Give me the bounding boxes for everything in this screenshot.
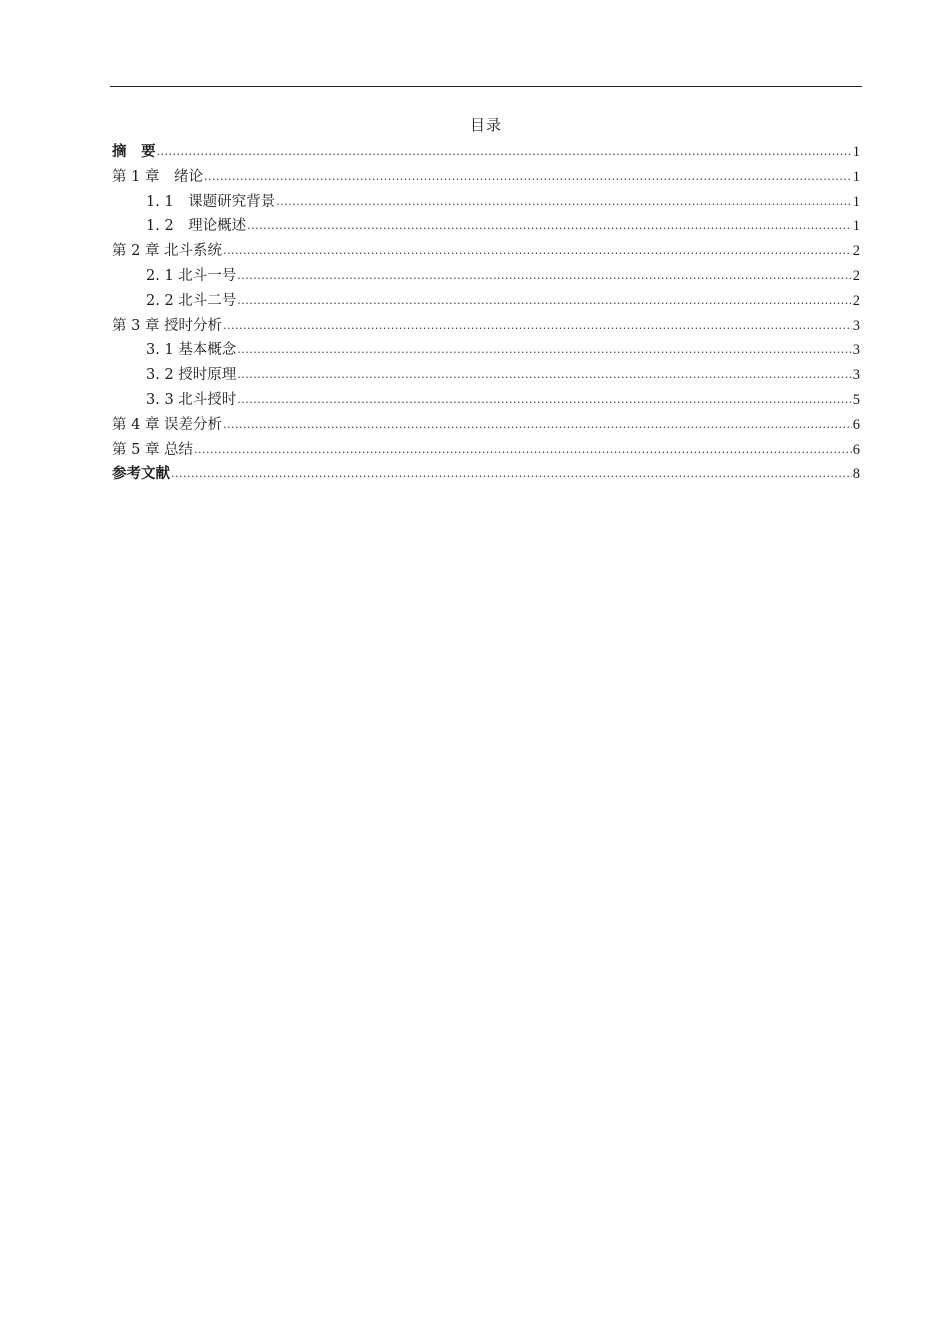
toc-page-number: 1 [852,218,860,235]
toc-page-number: 6 [852,441,860,458]
toc-dot-leader [223,413,852,438]
toc-entry[interactable] [112,363,860,388]
toc-dot-leader [157,140,852,165]
toc-entry-text: 3. 2 授时原理 [146,367,237,384]
toc-entry[interactable] [112,264,860,289]
toc-entry-text: 第 3 章 授时分析 [112,317,223,334]
toc-page-number: 2 [852,243,860,260]
toc-entry-text: 2. 1 北斗一号 [146,267,237,284]
toc-entry-text: 3. 3 北斗授时 [146,391,237,408]
header-rule [110,86,862,87]
toc-page-number: 6 [852,416,860,433]
toc-dot-leader [237,264,851,289]
toc-dot-leader [194,438,852,463]
toc-entry-text: 摘 要 [112,143,156,160]
toc-entry[interactable] [112,413,860,438]
toc-page-number: 3 [852,367,860,384]
toc-dot-leader [237,388,851,413]
toc-dot-leader [204,165,852,190]
toc-dot-leader [223,239,852,264]
toc-dot-leader [223,314,852,339]
toc-dot-leader [237,289,851,314]
toc-page-number: 5 [852,391,860,408]
toc-dot-leader [237,363,851,388]
table-of-contents [112,140,860,487]
toc-entry[interactable] [112,289,860,314]
toc-entry[interactable] [112,165,860,190]
toc-entry[interactable] [112,140,860,165]
toc-dot-leader [247,214,852,239]
toc-entry[interactable] [112,214,860,239]
toc-entry[interactable] [112,338,860,363]
toc-page-number: 3 [852,317,860,334]
toc-entry-text: 第 4 章 误差分析 [112,416,223,433]
toc-page-number: 8 [852,466,860,483]
toc-dot-leader [237,338,851,363]
toc-title: 目录 [469,116,502,134]
toc-dot-leader [171,462,852,487]
toc-page-number: 1 [852,144,860,160]
toc-entry[interactable] [112,438,860,463]
toc-entry-text: 第 2 章 北斗系统 [112,243,223,260]
toc-page-number: 3 [852,342,860,359]
toc-entry-text: 3. 1 基本概念 [146,342,237,359]
toc-entry[interactable] [112,190,860,215]
toc-page-number: 2 [852,292,860,309]
toc-dot-leader [276,190,852,215]
toc-entry-text: 1. 2 理论概述 [146,218,247,235]
toc-entry-text: 1. 1 课题研究背景 [146,193,276,210]
toc-entry-text: 2. 2 北斗二号 [146,292,237,309]
toc-page-number: 1 [852,168,860,185]
toc-entry[interactable] [112,462,860,487]
toc-page-number: 1 [852,193,860,210]
toc-entry-text: 第 1 章 绪论 [112,168,203,185]
toc-entry[interactable] [112,388,860,413]
toc-entry-text: 第 5 章 总结 [112,441,194,458]
toc-entry[interactable] [112,239,860,264]
toc-entry-text: 参考文献 [112,465,170,483]
toc-page-number: 2 [852,267,860,284]
toc-entry[interactable] [112,314,860,339]
